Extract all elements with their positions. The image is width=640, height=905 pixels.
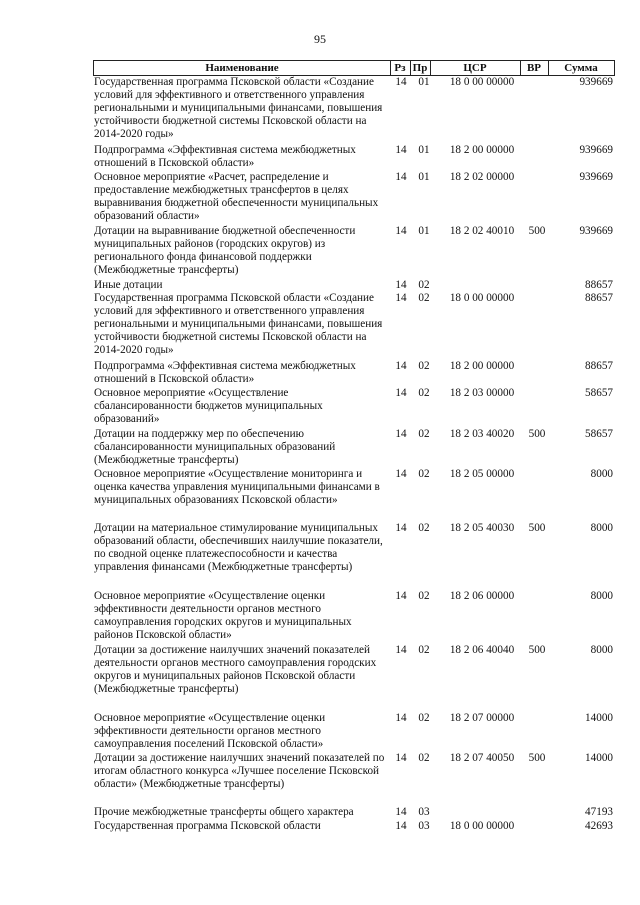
row-csr: 18 2 00 00000 <box>449 144 515 156</box>
row-rz: 14 <box>395 468 407 480</box>
row-pr: 02 <box>418 279 430 291</box>
row-csr: 18 2 02 40010 <box>449 225 515 237</box>
row-rz: 14 <box>395 225 407 237</box>
row-csr: 18 0 00 00000 <box>449 76 515 88</box>
row-sum: 58657 <box>585 387 613 399</box>
row-rz: 14 <box>395 360 407 372</box>
row-name: Основное мероприятие «Осуществление сбалансированности бюджетов муниципальных образований» <box>94 387 323 426</box>
row-sum: 14000 <box>585 752 613 764</box>
row-sum: 939669 <box>579 225 613 237</box>
row-pr: 03 <box>418 806 430 818</box>
row-sum: 42693 <box>585 820 613 832</box>
row-sum: 58657 <box>585 428 613 440</box>
row-rz: 14 <box>395 387 407 399</box>
row-name: Государственная программа Псковской области <box>94 820 321 832</box>
row-name: Прочие межбюджетные трансферты общего характера <box>94 806 354 818</box>
row-vr: 500 <box>528 752 546 764</box>
row-name: Основное мероприятие «Осуществление оценки эффективности деятельности органов местного самоуправления поселений Псковской области» <box>94 712 326 751</box>
header-vr: ВР <box>526 62 542 74</box>
row-name: Подпрограмма «Эффективная система межбюджетных отношений в Псковской области» <box>94 360 356 386</box>
row-sum: 8000 <box>590 590 613 602</box>
row-name: Иные дотации <box>94 279 163 291</box>
row-rz: 14 <box>395 806 407 818</box>
row-rz: 14 <box>395 712 407 724</box>
row-vr: 500 <box>528 644 546 656</box>
row-sum: 939669 <box>579 144 613 156</box>
row-sum: 8000 <box>590 522 613 534</box>
row-rz: 14 <box>395 144 407 156</box>
row-pr: 03 <box>418 820 430 832</box>
row-pr: 02 <box>418 644 430 656</box>
row-vr: 500 <box>528 225 546 237</box>
row-csr: 18 2 07 40050 <box>449 752 515 764</box>
row-csr: 18 2 06 40040 <box>449 644 515 656</box>
row-name: Подпрограмма «Эффективная система межбюджетных отношений в Псковской области» <box>94 144 356 170</box>
row-csr: 18 2 02 00000 <box>449 171 515 183</box>
row-csr: 18 2 06 00000 <box>449 590 515 602</box>
row-name: Дотации за достижение наилучших значений показателей по итогам областного конкурса «Лучшее поселение Псковской области» (Межбюджетные трансферты) <box>94 752 385 791</box>
row-csr: 18 2 05 00000 <box>449 468 515 480</box>
row-rz: 14 <box>395 428 407 440</box>
header-sum: Сумма <box>564 62 598 74</box>
row-sum: 14000 <box>585 712 613 724</box>
row-vr: 500 <box>528 428 546 440</box>
row-pr: 01 <box>418 171 430 183</box>
row-sum: 88657 <box>585 292 613 304</box>
row-csr: 18 2 00 00000 <box>449 360 515 372</box>
row-pr: 02 <box>418 468 430 480</box>
row-pr: 02 <box>418 712 430 724</box>
table-header <box>93 60 615 76</box>
row-sum: 939669 <box>579 171 613 183</box>
row-name: Основное мероприятие «Осуществление оценки эффективности деятельности органов местного самоуправления городских округов и муниципальных районов Псковской области» <box>94 590 352 642</box>
row-rz: 14 <box>395 279 407 291</box>
row-sum: 88657 <box>585 279 613 291</box>
row-name: Основное мероприятие «Расчет, распределение и предоставление межбюджетных трансфертов в целях выравнивания бюджетной обеспеченности муниципальных образований области» <box>94 171 379 223</box>
row-name: Государственная программа Псковской области «Создание условий для эффективного и ответственного управления региональными и муниципальными финансами, повышения устойчивости бюджетной системы Псковской области на 2014-2020 годы» <box>94 292 383 357</box>
row-sum: 8000 <box>590 644 613 656</box>
row-name: Основное мероприятие «Осуществление мониторинга и оценка качества управления муниципальными финансами в муниципальных образованиях Псковской области» <box>94 468 380 507</box>
row-pr: 02 <box>418 590 430 602</box>
header-rz: Рз <box>394 62 406 74</box>
row-rz: 14 <box>395 644 407 656</box>
row-sum: 8000 <box>590 468 613 480</box>
row-rz: 14 <box>395 752 407 764</box>
row-sum: 939669 <box>579 76 613 88</box>
row-name: Дотации на материальное стимулирование муниципальных образований области, обеспечивших наилучшие показатели, по сводной оценке платежеспособности и качества управления финансами (Межбюджетные трансферты) <box>94 522 383 574</box>
row-rz: 14 <box>395 590 407 602</box>
row-pr: 01 <box>418 225 430 237</box>
row-pr: 02 <box>418 292 430 304</box>
row-pr: 02 <box>418 522 430 534</box>
header-name: Наименование <box>205 62 279 74</box>
row-pr: 02 <box>418 752 430 764</box>
row-pr: 02 <box>418 428 430 440</box>
row-csr: 18 2 05 40030 <box>449 522 515 534</box>
row-name: Дотации за достижение наилучших значений показателей деятельности органов местного самоуправления городских округов и муниципальных районов Псковской области (Межбюджетные трансферты) <box>94 644 377 696</box>
row-csr: 18 2 03 00000 <box>449 387 515 399</box>
row-pr: 01 <box>418 76 430 88</box>
row-name: Дотации на поддержку мер по обеспечению сбалансированности муниципальных образований (Межбюджетные трансферты) <box>94 428 336 467</box>
row-pr: 01 <box>418 144 430 156</box>
row-name: Государственная программа Псковской области «Создание условий для эффективного и ответственного управления региональными и муниципальными финансами, повышения устойчивости бюджетной системы Псковской области на 2014-2020 годы» <box>94 76 383 141</box>
row-sum: 88657 <box>585 360 613 372</box>
row-pr: 02 <box>418 387 430 399</box>
row-rz: 14 <box>395 820 407 832</box>
header-csr: ЦСР <box>463 62 487 74</box>
row-csr: 18 2 03 40020 <box>449 428 515 440</box>
page-number: 95 <box>314 32 326 46</box>
row-rz: 14 <box>395 522 407 534</box>
row-csr: 18 0 00 00000 <box>449 820 515 832</box>
row-pr: 02 <box>418 360 430 372</box>
row-rz: 14 <box>395 292 407 304</box>
row-rz: 14 <box>395 76 407 88</box>
row-sum: 47193 <box>585 806 613 818</box>
row-csr: 18 0 00 00000 <box>449 292 515 304</box>
row-rz: 14 <box>395 171 407 183</box>
row-csr: 18 2 07 00000 <box>449 712 515 724</box>
row-vr: 500 <box>528 522 546 534</box>
row-name: Дотации на выравнивание бюджетной обеспеченности муниципальных районов (городских округов) из регионального фонда финансовой поддержки (Межбюджетные трансферты) <box>94 225 356 277</box>
header-pr: Пр <box>412 62 428 74</box>
